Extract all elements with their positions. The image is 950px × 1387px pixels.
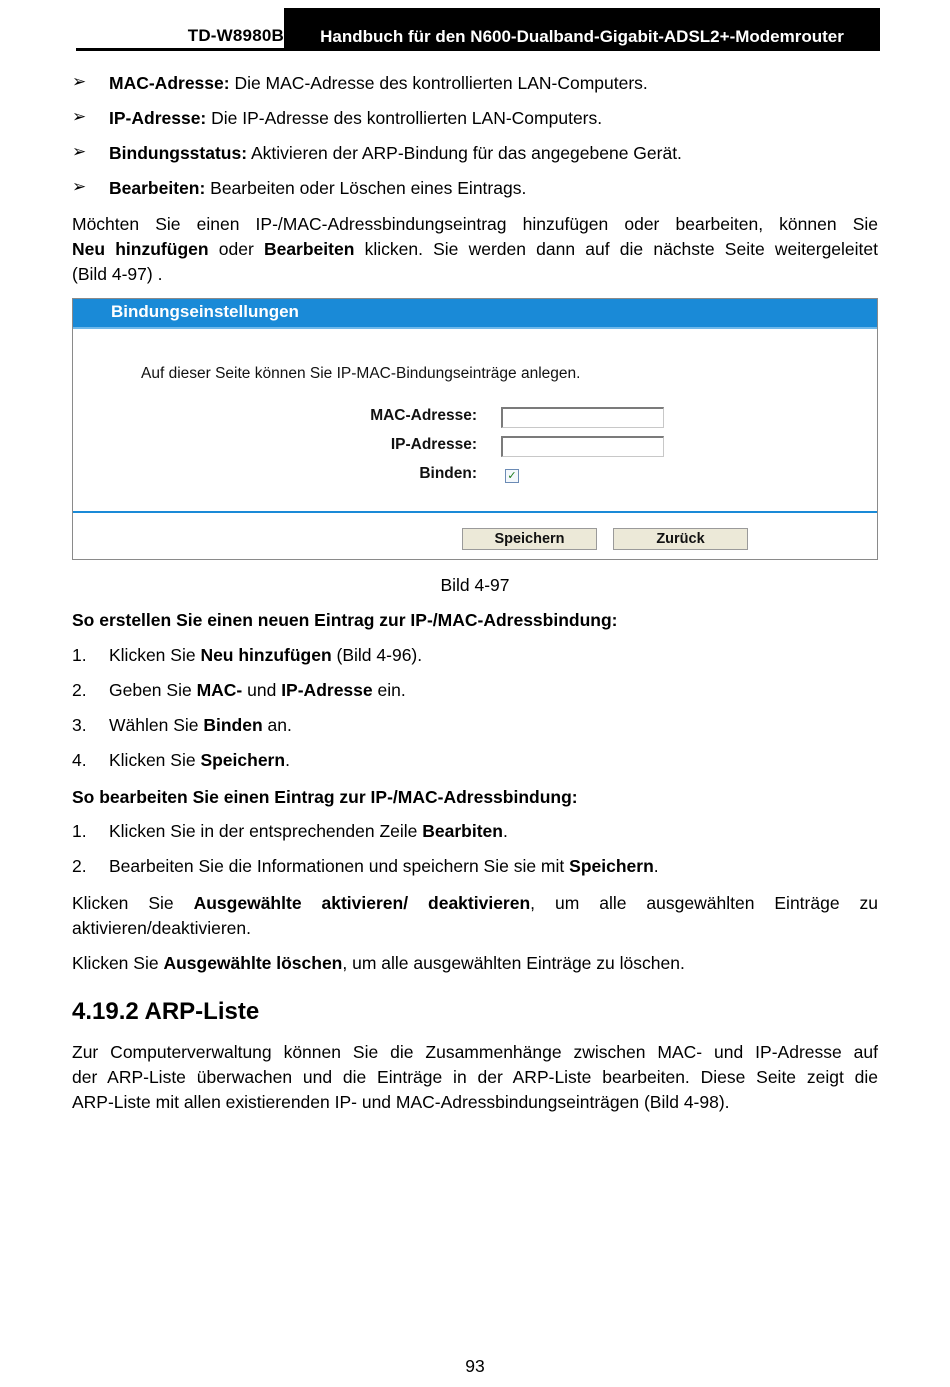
step-number: 2. [72, 680, 87, 700]
create-heading-text: So erstellen Sie einen neuen Eintrag zur IP-/MAC-Adressbindung: [72, 610, 618, 630]
step-text: Klicken Sie in der entsprechenden Zeile [109, 821, 423, 841]
step-text: Geben Sie [109, 680, 197, 700]
step-text: . [502, 821, 508, 841]
activate-bold: Ausgewählte aktivieren/ deaktivieren [193, 893, 531, 913]
step-bold: MAC- [196, 680, 243, 700]
section-line-1: Zur Computerverwaltung können Sie die Zusammenhänge zwischen MAC- und IP-Adresse auf [72, 1042, 878, 1062]
bullet-text: Bearbeiten oder Löschen eines Eintrags. [205, 178, 527, 198]
delete-text: , um alle ausgewählten Einträge zu löschen. [342, 953, 685, 973]
step-text: Bearbeiten Sie die Informationen und speichern Sie sie mit [109, 856, 570, 876]
step-text: an. [262, 715, 292, 735]
section-line-3: ARP-Liste mit allen existierenden IP- und MAC-Adressbindungseinträgen (Bild 4-98). [72, 1092, 730, 1112]
bullet-term: MAC-Adresse: [109, 73, 230, 93]
create-step [109, 715, 292, 736]
bullet-item [109, 141, 682, 166]
step-number: 1. [72, 645, 87, 665]
step-number: 3. [72, 715, 87, 735]
activate-line-1 [72, 891, 878, 916]
step-bold: Binden [203, 715, 263, 735]
step-text: Klicken Sie [109, 645, 201, 665]
step-text: . [653, 856, 659, 876]
bullet-arrow-icon: ➢ [72, 142, 87, 161]
step-text: Wählen Sie [109, 715, 204, 735]
bullet-term: IP-Adresse: [109, 108, 207, 128]
edit-heading [72, 785, 578, 810]
activate-paragraph [72, 891, 878, 941]
title-underline [73, 327, 877, 329]
section-heading: 4.19.2 ARP-Liste [72, 998, 260, 1025]
create-step [109, 750, 290, 771]
step-text: Klicken Sie [109, 750, 201, 770]
bullet-item [109, 71, 648, 96]
create-step [109, 645, 422, 666]
intro-text: oder [208, 239, 264, 259]
bullet-item [109, 176, 526, 201]
bullet-arrow-icon: ➢ [72, 177, 87, 196]
delete-text: Klicken Sie [72, 953, 164, 973]
bullet-text: Aktivieren der ARP-Bindung für das angegebene Gerät. [247, 143, 682, 163]
activate-line-2: aktivieren/deaktivieren. [72, 918, 251, 938]
bind-label: Binden: [419, 465, 477, 482]
bullet-text: Die MAC-Adresse des kontrollierten LAN-Computers. [229, 73, 648, 93]
ip-address-label: IP-Adresse: [390, 436, 477, 453]
bullet-arrow-icon: ➢ [72, 107, 87, 126]
step-bold: Speichern [569, 856, 654, 876]
header-title: Handbuch für den N600-Dualband-Gigabit-ADSL2+-Modemrouter [284, 8, 880, 48]
intro-text: klicken. Sie werden dann auf die nächste Seite weitergeleitet [354, 239, 878, 259]
delete-paragraph [72, 951, 685, 976]
step-text: . [285, 750, 290, 770]
bullet-term: Bindungsstatus: [109, 143, 248, 163]
intro-line-1: Möchten Sie einen IP-/MAC-Adressbindungseintrag hinzufügen oder bearbeiten, können Sie [72, 214, 878, 234]
bullet-arrow-icon: ➢ [72, 72, 87, 91]
bullet-text: Die IP-Adresse des kontrollierten LAN-Computers. [206, 108, 603, 128]
panel-title: Bindungseinstellungen [111, 302, 299, 321]
step-text: (Bild 4-96). [331, 645, 423, 665]
edit-step [109, 821, 508, 842]
panel-description: Auf dieser Seite können Sie IP-MAC-Bindungseinträge anlegen. [141, 365, 581, 382]
bind-checkbox[interactable]: ✓ [505, 469, 519, 483]
ip-address-input[interactable] [501, 436, 664, 457]
page-header [76, 8, 880, 51]
panel-separator [73, 511, 877, 513]
create-step [109, 680, 406, 701]
intro-paragraph [72, 212, 878, 287]
back-button[interactable]: Zurück [613, 528, 748, 550]
step-text: und [242, 680, 282, 700]
step-bold: Speichern [200, 750, 286, 770]
step-bold: Neu hinzufügen [200, 645, 332, 665]
step-number: 4. [72, 750, 87, 770]
activate-text: Klicken Sie [72, 893, 194, 913]
mac-address-input[interactable] [501, 407, 664, 428]
bullet-term: Bearbeiten: [109, 178, 206, 198]
panel-title-bar [73, 299, 877, 327]
step-bold: Bearbiten [422, 821, 503, 841]
intro-bold-edit: Bearbeiten [263, 239, 355, 259]
step-bold: IP-Adresse [281, 680, 373, 700]
save-button[interactable]: Speichern [462, 528, 597, 550]
header-model: TD-W8980B [187, 26, 284, 45]
mac-address-label: MAC-Adresse: [370, 407, 477, 424]
activate-text: , um alle ausgewählten Einträge zu [530, 893, 878, 913]
section-paragraph [72, 1040, 878, 1115]
figure-caption: Bild 4-97 [440, 575, 510, 595]
header-rule [76, 48, 880, 51]
intro-line-2 [72, 237, 878, 262]
intro-line-3: (Bild 4-97) . [72, 264, 163, 284]
edit-heading-text: So bearbeiten Sie einen Eintrag zur IP-/MAC-Adressbindung: [72, 787, 578, 807]
edit-step [109, 856, 659, 877]
step-text: ein. [372, 680, 406, 700]
create-heading [72, 608, 618, 633]
section-line-2: der ARP-Liste überwachen und die Einträge in der ARP-Liste bearbeiten. Diese Seite zeigt die [72, 1067, 878, 1087]
intro-bold-new: Neu hinzufügen [72, 239, 209, 259]
binding-settings-screenshot [72, 298, 878, 560]
step-number: 1. [72, 821, 87, 841]
page-number: 93 [465, 1356, 485, 1376]
bullet-item [109, 106, 602, 131]
step-number: 2. [72, 856, 87, 876]
delete-bold: Ausgewählte löschen [163, 953, 343, 973]
